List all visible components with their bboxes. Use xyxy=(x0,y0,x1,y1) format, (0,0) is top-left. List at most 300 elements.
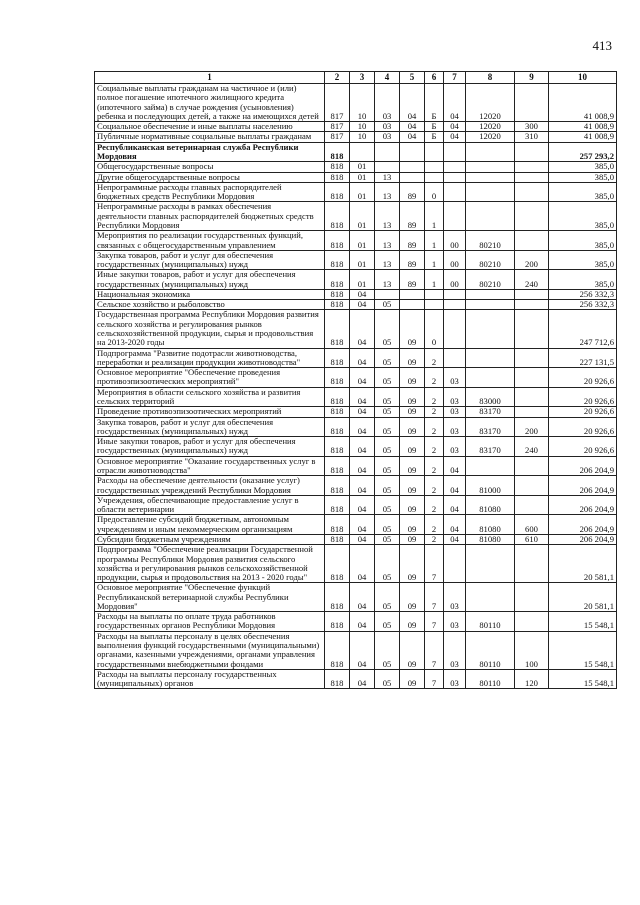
code-expense-type xyxy=(515,300,549,310)
code-section: 01 xyxy=(350,250,375,270)
code-expense-type: 100 xyxy=(515,631,549,669)
table-row xyxy=(95,545,617,583)
code-subsection: 05 xyxy=(375,495,400,515)
code-subsection: 05 xyxy=(375,417,400,437)
code-direction xyxy=(466,310,515,348)
code-section: 04 xyxy=(350,387,375,407)
code-ministry: 818 xyxy=(325,515,350,535)
code-section: 10 xyxy=(350,84,375,122)
code-program: 09 xyxy=(400,515,425,535)
row-name: Основное мероприятие "Обеспечение проведения противоэпизоотических мероприятий" xyxy=(95,368,325,388)
code-subsection: 03 xyxy=(375,132,400,142)
code-subprogram: 2 xyxy=(425,387,444,407)
table-row xyxy=(95,310,617,348)
code-measure: 03 xyxy=(444,612,466,632)
row-name: Республиканская ветеринарная служба Республики Мордовия xyxy=(95,142,325,162)
code-ministry: 818 xyxy=(325,407,350,417)
row-name: Основное мероприятие "Обеспечение функций Республиканской ветеринарной службы Республики Мордовия" xyxy=(95,583,325,612)
code-subprogram: 7 xyxy=(425,669,444,689)
code-program: 09 xyxy=(400,387,425,407)
row-name: Основное мероприятие "Оказание государственных услуг в отрасли животноводства" xyxy=(95,456,325,476)
amount: 385,0 xyxy=(549,182,617,202)
table-row xyxy=(95,368,617,388)
code-program: 04 xyxy=(400,84,425,122)
code-subprogram: 7 xyxy=(425,583,444,612)
table-row xyxy=(95,132,617,142)
code-program: 89 xyxy=(400,231,425,251)
code-program: 09 xyxy=(400,456,425,476)
column-header: 6 xyxy=(425,72,444,84)
code-program: 89 xyxy=(400,202,425,231)
code-ministry: 818 xyxy=(325,612,350,632)
code-measure: 03 xyxy=(444,669,466,689)
code-direction xyxy=(466,583,515,612)
row-name: Субсидии бюджетным учреждениям xyxy=(95,534,325,544)
row-name: Социальные выплаты гражданам на частичное и (или) полное погашение ипотечного жилищного кредита (ипотечного займа) в случае рождения (усыновления) ребенка и последующих детей, а также на имеющихся детей xyxy=(95,84,325,122)
table-row xyxy=(95,417,617,437)
column-header: 10 xyxy=(549,72,617,84)
code-section: 04 xyxy=(350,545,375,583)
code-section: 04 xyxy=(350,612,375,632)
code-program: 09 xyxy=(400,310,425,348)
code-direction: 80110 xyxy=(466,669,515,689)
code-section xyxy=(350,142,375,162)
code-expense-type xyxy=(515,202,549,231)
code-subsection: 05 xyxy=(375,669,400,689)
column-header: 9 xyxy=(515,72,549,84)
row-name: Расходы на выплаты персоналу в целях обеспечения выполнения функций государственными (муниципальными) органами, казенными учреждениями, органами управления государственными внебюджетными фондами xyxy=(95,631,325,669)
code-expense-type: 240 xyxy=(515,270,549,290)
code-subsection: 13 xyxy=(375,202,400,231)
code-program xyxy=(400,142,425,162)
code-subprogram: 2 xyxy=(425,368,444,388)
code-measure: 00 xyxy=(444,270,466,290)
table-row xyxy=(95,669,617,689)
column-header: 4 xyxy=(375,72,400,84)
code-section: 01 xyxy=(350,202,375,231)
code-expense-type xyxy=(515,612,549,632)
row-name: Государственная программа Республики Мордовия развития сельского хозяйства и регулирования рынков сельскохозяйственной продукции, сырья и продовольствия на 2013-2020 годы xyxy=(95,310,325,348)
code-section: 04 xyxy=(350,476,375,496)
code-measure xyxy=(444,310,466,348)
code-measure: 04 xyxy=(444,456,466,476)
amount: 20 926,6 xyxy=(549,437,617,457)
code-subprogram: 2 xyxy=(425,515,444,535)
row-name: Предоставление субсидий бюджетным, автономным учреждениям и иным некоммерческим организациям xyxy=(95,515,325,535)
column-header: 2 xyxy=(325,72,350,84)
code-subprogram: 1 xyxy=(425,270,444,290)
amount: 206 204,9 xyxy=(549,456,617,476)
code-subsection xyxy=(375,289,400,299)
table-row xyxy=(95,437,617,457)
code-ministry: 818 xyxy=(325,437,350,457)
code-expense-type xyxy=(515,456,549,476)
page-number: 413 xyxy=(592,38,612,53)
code-direction xyxy=(466,172,515,182)
code-ministry: 818 xyxy=(325,289,350,299)
code-subsection xyxy=(375,142,400,162)
code-expense-type: 610 xyxy=(515,534,549,544)
amount: 256 332,3 xyxy=(549,289,617,299)
code-subsection: 03 xyxy=(375,84,400,122)
table-row xyxy=(95,289,617,299)
code-section: 04 xyxy=(350,310,375,348)
code-expense-type xyxy=(515,162,549,172)
row-name: Закупка товаров, работ и услуг для обеспечения государственных (муниципальных) нужд xyxy=(95,250,325,270)
code-subprogram: 1 xyxy=(425,202,444,231)
table-row xyxy=(95,407,617,417)
table-row xyxy=(95,202,617,231)
code-ministry: 818 xyxy=(325,172,350,182)
amount: 15 548,1 xyxy=(549,612,617,632)
code-expense-type: 200 xyxy=(515,417,549,437)
code-direction: 83000 xyxy=(466,387,515,407)
code-ministry: 818 xyxy=(325,300,350,310)
code-measure xyxy=(444,300,466,310)
table-header-row xyxy=(95,72,617,84)
row-name: Сельское хозяйство и рыболовство xyxy=(95,300,325,310)
code-subprogram xyxy=(425,289,444,299)
amount: 385,0 xyxy=(549,231,617,251)
amount: 20 926,6 xyxy=(549,407,617,417)
table-row xyxy=(95,182,617,202)
column-header: 3 xyxy=(350,72,375,84)
code-program: 09 xyxy=(400,583,425,612)
code-direction xyxy=(466,162,515,172)
code-subprogram: 7 xyxy=(425,631,444,669)
code-program: 89 xyxy=(400,250,425,270)
code-subsection: 05 xyxy=(375,437,400,457)
amount: 41 008,9 xyxy=(549,84,617,122)
code-expense-type: 200 xyxy=(515,250,549,270)
code-measure: 04 xyxy=(444,515,466,535)
code-subsection: 13 xyxy=(375,182,400,202)
code-ministry: 817 xyxy=(325,84,350,122)
amount: 41 008,9 xyxy=(549,122,617,132)
amount: 20 581,1 xyxy=(549,583,617,612)
code-ministry: 818 xyxy=(325,534,350,544)
code-expense-type xyxy=(515,142,549,162)
table-row xyxy=(95,387,617,407)
code-direction: 12020 xyxy=(466,84,515,122)
amount: 206 204,9 xyxy=(549,515,617,535)
amount: 206 204,9 xyxy=(549,476,617,496)
code-subsection: 13 xyxy=(375,231,400,251)
code-ministry: 818 xyxy=(325,456,350,476)
amount: 206 204,9 xyxy=(549,534,617,544)
code-measure: 03 xyxy=(444,387,466,407)
row-name: Расходы на выплаты по оплате труда работников государственных органов Республики Мордовия xyxy=(95,612,325,632)
code-ministry: 818 xyxy=(325,631,350,669)
code-expense-type xyxy=(515,172,549,182)
amount: 256 332,3 xyxy=(549,300,617,310)
amount: 20 926,6 xyxy=(549,417,617,437)
code-subsection: 13 xyxy=(375,172,400,182)
code-subsection: 05 xyxy=(375,476,400,496)
code-measure: 03 xyxy=(444,407,466,417)
code-ministry: 818 xyxy=(325,231,350,251)
code-ministry: 817 xyxy=(325,132,350,142)
code-section: 04 xyxy=(350,456,375,476)
table-row xyxy=(95,515,617,535)
code-expense-type xyxy=(515,182,549,202)
code-direction xyxy=(466,289,515,299)
amount: 385,0 xyxy=(549,172,617,182)
row-name: Иные закупки товаров, работ и услуг для обеспечения государственных (муниципальных) нужд xyxy=(95,437,325,457)
code-direction xyxy=(466,202,515,231)
code-section: 10 xyxy=(350,132,375,142)
code-program: 09 xyxy=(400,417,425,437)
code-direction: 81080 xyxy=(466,515,515,535)
table-row xyxy=(95,250,617,270)
code-direction: 80210 xyxy=(466,250,515,270)
code-direction xyxy=(466,348,515,368)
table-row xyxy=(95,122,617,132)
code-direction: 80210 xyxy=(466,231,515,251)
code-measure xyxy=(444,348,466,368)
row-name: Иные закупки товаров, работ и услуг для обеспечения государственных (муниципальных) нужд xyxy=(95,270,325,290)
amount: 20 926,6 xyxy=(549,368,617,388)
table-row xyxy=(95,534,617,544)
code-program: 09 xyxy=(400,368,425,388)
code-section: 01 xyxy=(350,162,375,172)
table-row xyxy=(95,456,617,476)
code-ministry: 817 xyxy=(325,122,350,132)
code-ministry: 818 xyxy=(325,545,350,583)
code-ministry: 818 xyxy=(325,583,350,612)
code-direction: 81000 xyxy=(466,476,515,496)
code-direction xyxy=(466,368,515,388)
code-subprogram: 2 xyxy=(425,534,444,544)
code-subsection: 05 xyxy=(375,534,400,544)
row-name: Национальная экономика xyxy=(95,289,325,299)
code-ministry: 818 xyxy=(325,669,350,689)
code-measure: 03 xyxy=(444,368,466,388)
code-section: 04 xyxy=(350,631,375,669)
code-measure xyxy=(444,289,466,299)
table-row xyxy=(95,172,617,182)
amount: 385,0 xyxy=(549,250,617,270)
code-direction: 81080 xyxy=(466,495,515,515)
code-measure: 04 xyxy=(444,84,466,122)
code-measure xyxy=(444,172,466,182)
code-program: 09 xyxy=(400,407,425,417)
code-ministry: 818 xyxy=(325,417,350,437)
code-ministry: 818 xyxy=(325,368,350,388)
code-measure xyxy=(444,162,466,172)
code-ministry: 818 xyxy=(325,348,350,368)
code-section: 04 xyxy=(350,534,375,544)
table-row xyxy=(95,84,617,122)
table-body xyxy=(95,84,617,689)
code-direction: 83170 xyxy=(466,417,515,437)
row-name: Мероприятия в области сельского хозяйства и развития сельских территорий xyxy=(95,387,325,407)
code-section: 04 xyxy=(350,669,375,689)
code-subprogram: 0 xyxy=(425,310,444,348)
row-name: Проведение противоэпизоотических мероприятий xyxy=(95,407,325,417)
code-direction: 81080 xyxy=(466,534,515,544)
code-subsection: 05 xyxy=(375,456,400,476)
code-ministry: 818 xyxy=(325,495,350,515)
code-direction xyxy=(466,545,515,583)
code-expense-type: 120 xyxy=(515,669,549,689)
code-expense-type xyxy=(515,84,549,122)
code-direction: 12020 xyxy=(466,132,515,142)
code-expense-type: 240 xyxy=(515,437,549,457)
code-expense-type xyxy=(515,545,549,583)
code-subsection: 13 xyxy=(375,250,400,270)
table-row xyxy=(95,631,617,669)
code-subprogram: 2 xyxy=(425,348,444,368)
code-subsection: 05 xyxy=(375,631,400,669)
code-program: 04 xyxy=(400,132,425,142)
code-measure: 03 xyxy=(444,631,466,669)
code-expense-type xyxy=(515,348,549,368)
code-ministry: 818 xyxy=(325,310,350,348)
code-subprogram: 7 xyxy=(425,545,444,583)
code-direction: 12020 xyxy=(466,122,515,132)
table-row xyxy=(95,348,617,368)
row-name: Другие общегосударственные вопросы xyxy=(95,172,325,182)
code-subprogram xyxy=(425,300,444,310)
row-name: Мероприятия по реализации государственных функций, связанных с общегосударственным управлением xyxy=(95,231,325,251)
code-measure: 04 xyxy=(444,122,466,132)
code-measure xyxy=(444,202,466,231)
code-direction: 80110 xyxy=(466,612,515,632)
code-measure xyxy=(444,545,466,583)
code-section: 04 xyxy=(350,417,375,437)
row-name: Публичные нормативные социальные выплаты гражданам xyxy=(95,132,325,142)
code-measure: 03 xyxy=(444,417,466,437)
amount: 385,0 xyxy=(549,162,617,172)
code-expense-type xyxy=(515,231,549,251)
code-subprogram xyxy=(425,142,444,162)
code-section: 01 xyxy=(350,231,375,251)
table-row xyxy=(95,583,617,612)
code-subsection: 05 xyxy=(375,515,400,535)
code-expense-type: 300 xyxy=(515,122,549,132)
amount: 15 548,1 xyxy=(549,631,617,669)
code-subprogram: 2 xyxy=(425,476,444,496)
code-subprogram: Б xyxy=(425,122,444,132)
code-expense-type: 310 xyxy=(515,132,549,142)
code-program: 09 xyxy=(400,545,425,583)
code-program: 09 xyxy=(400,437,425,457)
code-expense-type xyxy=(515,407,549,417)
code-expense-type xyxy=(515,310,549,348)
row-name: Закупка товаров, работ и услуг для обеспечения государственных (муниципальных) нужд xyxy=(95,417,325,437)
table-row xyxy=(95,142,617,162)
code-section: 01 xyxy=(350,182,375,202)
column-header: 1 xyxy=(95,72,325,84)
code-expense-type xyxy=(515,583,549,612)
code-section: 01 xyxy=(350,172,375,182)
budget-table xyxy=(94,71,617,689)
code-subsection: 03 xyxy=(375,122,400,132)
code-section: 04 xyxy=(350,515,375,535)
table-row xyxy=(95,300,617,310)
amount: 385,0 xyxy=(549,202,617,231)
code-measure: 04 xyxy=(444,132,466,142)
code-program xyxy=(400,162,425,172)
row-name: Расходы на обеспечение деятельности (оказание услуг) государственных учреждений Республики Мордовия xyxy=(95,476,325,496)
column-header: 7 xyxy=(444,72,466,84)
table-row xyxy=(95,612,617,632)
code-program: 09 xyxy=(400,612,425,632)
code-measure: 00 xyxy=(444,231,466,251)
code-program: 09 xyxy=(400,476,425,496)
code-program: 89 xyxy=(400,270,425,290)
code-subsection: 13 xyxy=(375,270,400,290)
code-section: 04 xyxy=(350,437,375,457)
column-header: 8 xyxy=(466,72,515,84)
code-expense-type: 600 xyxy=(515,515,549,535)
code-section: 04 xyxy=(350,368,375,388)
code-subsection: 05 xyxy=(375,348,400,368)
code-direction: 83170 xyxy=(466,407,515,417)
code-direction xyxy=(466,182,515,202)
code-program: 09 xyxy=(400,495,425,515)
amount: 385,0 xyxy=(549,270,617,290)
code-measure xyxy=(444,142,466,162)
code-subsection: 05 xyxy=(375,612,400,632)
code-section: 04 xyxy=(350,348,375,368)
row-name: Подпрограмма "Развитие подотрасли животноводства, переработки и реализации продукции животноводства" xyxy=(95,348,325,368)
code-section: 04 xyxy=(350,407,375,417)
code-subsection: 05 xyxy=(375,368,400,388)
code-subprogram: Б xyxy=(425,132,444,142)
table-row xyxy=(95,476,617,496)
code-ministry: 818 xyxy=(325,142,350,162)
row-name: Подпрограмма "Обеспечение реализации Государственной программы Республики Мордовия развития сельского хозяйства и регулирования рынков сельскохозяйственной продукции, сырья и продовольствия на 2013 - 2020 годы" xyxy=(95,545,325,583)
code-ministry: 818 xyxy=(325,202,350,231)
code-ministry: 818 xyxy=(325,250,350,270)
code-section: 01 xyxy=(350,270,375,290)
code-program: 09 xyxy=(400,669,425,689)
amount: 20 581,1 xyxy=(549,545,617,583)
code-program: 09 xyxy=(400,348,425,368)
code-subprogram: 2 xyxy=(425,437,444,457)
code-ministry: 818 xyxy=(325,387,350,407)
code-program: 04 xyxy=(400,122,425,132)
code-subsection: 05 xyxy=(375,300,400,310)
code-expense-type xyxy=(515,495,549,515)
code-expense-type xyxy=(515,289,549,299)
code-ministry: 818 xyxy=(325,182,350,202)
code-program xyxy=(400,300,425,310)
table-row xyxy=(95,231,617,251)
code-section: 10 xyxy=(350,122,375,132)
code-subsection xyxy=(375,162,400,172)
amount: 41 008,9 xyxy=(549,132,617,142)
column-header: 5 xyxy=(400,72,425,84)
code-subprogram: Б xyxy=(425,84,444,122)
code-measure: 03 xyxy=(444,437,466,457)
code-section: 04 xyxy=(350,583,375,612)
row-name: Непрограммные расходы в рамках обеспечения деятельности главных распорядителей бюджетных средств Республики Мордовия xyxy=(95,202,325,231)
code-subprogram: 1 xyxy=(425,231,444,251)
code-section: 04 xyxy=(350,495,375,515)
code-direction: 80110 xyxy=(466,631,515,669)
row-name: Общегосударственные вопросы xyxy=(95,162,325,172)
code-direction xyxy=(466,300,515,310)
amount: 257 293,2 xyxy=(549,142,617,162)
code-subprogram: 2 xyxy=(425,495,444,515)
code-measure: 04 xyxy=(444,476,466,496)
code-program: 09 xyxy=(400,631,425,669)
code-section: 04 xyxy=(350,300,375,310)
code-subprogram: 2 xyxy=(425,407,444,417)
